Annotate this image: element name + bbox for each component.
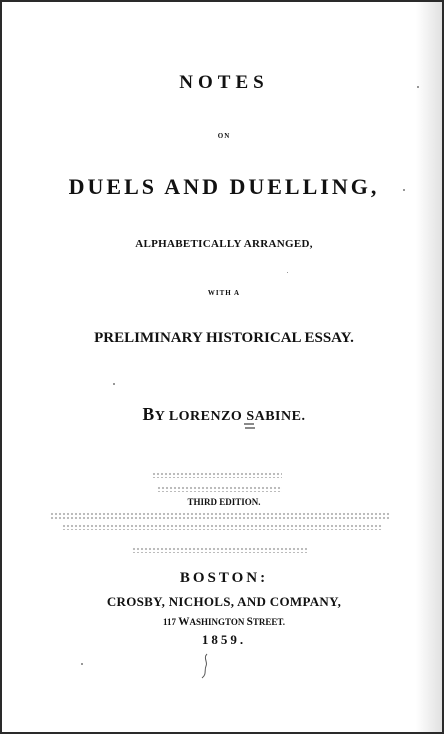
connector-on: ON <box>217 132 231 140</box>
edition-line: THIRD EDITION. <box>187 497 261 507</box>
heading-notes: NOTES <box>179 72 269 93</box>
pencil-mark <box>242 421 256 431</box>
bleed-through-1 <box>152 472 282 478</box>
arrangement-line: ALPHABETICALLY ARRANGED, <box>135 238 313 250</box>
street-rest-s: TREET. <box>252 617 285 627</box>
bleed-through-2 <box>157 486 282 492</box>
street-rest-w: ASHINGTON <box>189 617 245 627</box>
handwritten-mark <box>198 652 212 680</box>
publisher-line: CROSBY, NICHOLS, AND COMPANY, <box>106 594 342 609</box>
street-number: 117 <box>163 617 177 627</box>
street-initial-s: S <box>246 616 253 628</box>
publication-year: 1859. <box>201 632 247 647</box>
book-title: DUELS AND DUELLING, <box>68 174 380 199</box>
connector-with-a: WITH A <box>207 289 241 297</box>
speck <box>403 189 405 191</box>
speck <box>417 86 419 88</box>
street-initial-w: W <box>178 616 190 628</box>
bleed-through-4 <box>62 524 382 530</box>
by-initial: B <box>142 404 155 424</box>
speck <box>113 383 115 385</box>
essay-line: PRELIMINARY HISTORICAL ESSAY. <box>94 330 354 346</box>
bleed-through-3 <box>50 512 390 520</box>
author-name: LORENZO SABINE. <box>168 409 306 424</box>
bleed-through-5 <box>132 547 307 553</box>
address-line <box>2 616 444 628</box>
speck <box>287 272 288 273</box>
author-line <box>2 404 444 425</box>
by-rest: Y <box>154 409 165 424</box>
city-line: BOSTON: <box>179 570 269 586</box>
speck <box>81 663 83 665</box>
